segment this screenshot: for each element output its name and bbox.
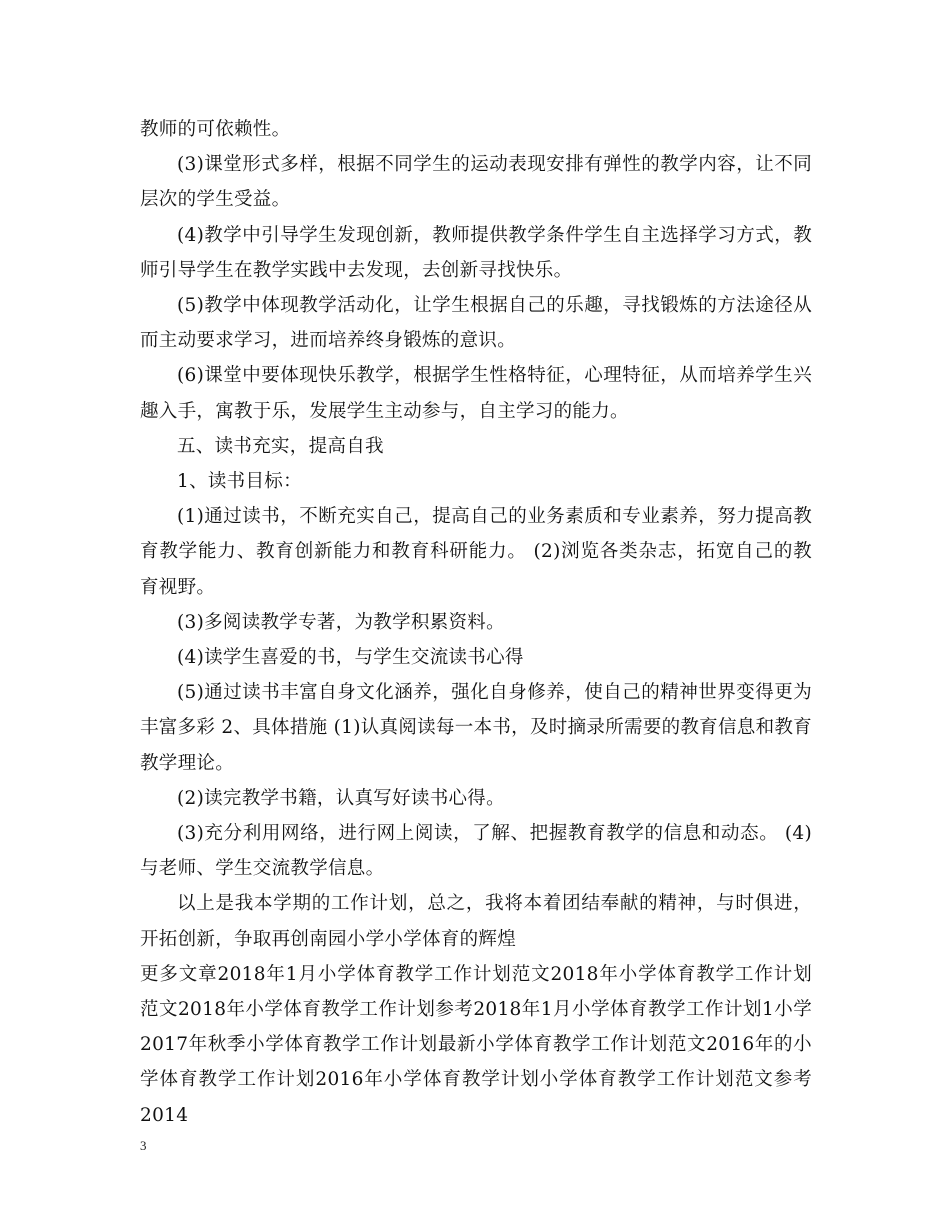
body-text [140,112,812,1133]
paragraph-4: (6)课堂中要体现快乐教学，根据学生性格特征，心理特征，从而培养学生兴趣入手，寓教于乐，发展学生主动参与，自主学习的能力。 [140,365,812,422]
paragraph-3: (5)教学中体现教学活动化，让学生根据自己的乐趣，寻找锻炼的方法途径从而主动要求学习，进而培养终身锻炼的意识。 [140,295,812,352]
more-articles: 更多文章2018年1月小学体育教学工作计划范文2018年小学体育教学工作计划范文2018年小学体育教学工作计划参考2018年1月小学体育教学工作计划1小学2017年秋季小学体育教学工作计划最新小学体育教学工作计划范文2016年的小学体育教学工作计划2016年小学体育教学计划小学体育教学工作计划范文参考2014 [140,963,812,1126]
paragraph-12: (3)充分利用网络，进行网上阅读，了解、把握教育教学的信息和动态。 (4)与老师、学生交流教学信息。 [140,823,812,880]
paragraph-0: 教师的可依赖性。 [140,119,291,140]
paragraph-2: (4)教学中引导学生发现创新，教师提供教学条件学生自主选择学习方式，教师引导学生在教学实践中去发现，去创新寻找快乐。 [140,224,812,281]
closing-paragraph: 以上是我本学期的工作计划，总之，我将本着团结奉献的精神，与时俱进，开拓创新，争取再创南园小学小学体育的辉煌 [140,893,812,950]
paragraph-9: (4)读学生喜爱的书，与学生交流读书心得 [177,647,524,669]
paragraph-10: (5)通过读书丰富自身文化涵养，强化自身修养，使自己的精神世界变得更为丰富多彩 2、具体措施 (1)认真阅读每一本书，及时摘录所需要的教育信息和教育教学理论。 [140,682,812,774]
paragraph-1: (3)课堂形式多样，根据不同学生的运动表现安排有弹性的教学内容，让不同层次的学生受益。 [140,154,812,211]
paragraph-8: (3)多阅读教学专著，为教学积累资料。 [177,611,505,633]
section-heading-5: 五、读书充实，提高自我 [177,435,384,457]
subheading-reading-goals: 1、读书目标： [177,471,302,493]
paragraph-11: (2)读完教学书籍，认真写好读书心得。 [177,787,505,809]
paragraph-7: (1)通过读书，不断充实自己，提高自己的业务素质和专业素养，努力提高教育教学能力、教育创新能力和教育科研能力。 (2)浏览各类杂志，拓宽自己的教育视野。 [140,506,812,598]
page-number: 3 [140,1138,147,1153]
